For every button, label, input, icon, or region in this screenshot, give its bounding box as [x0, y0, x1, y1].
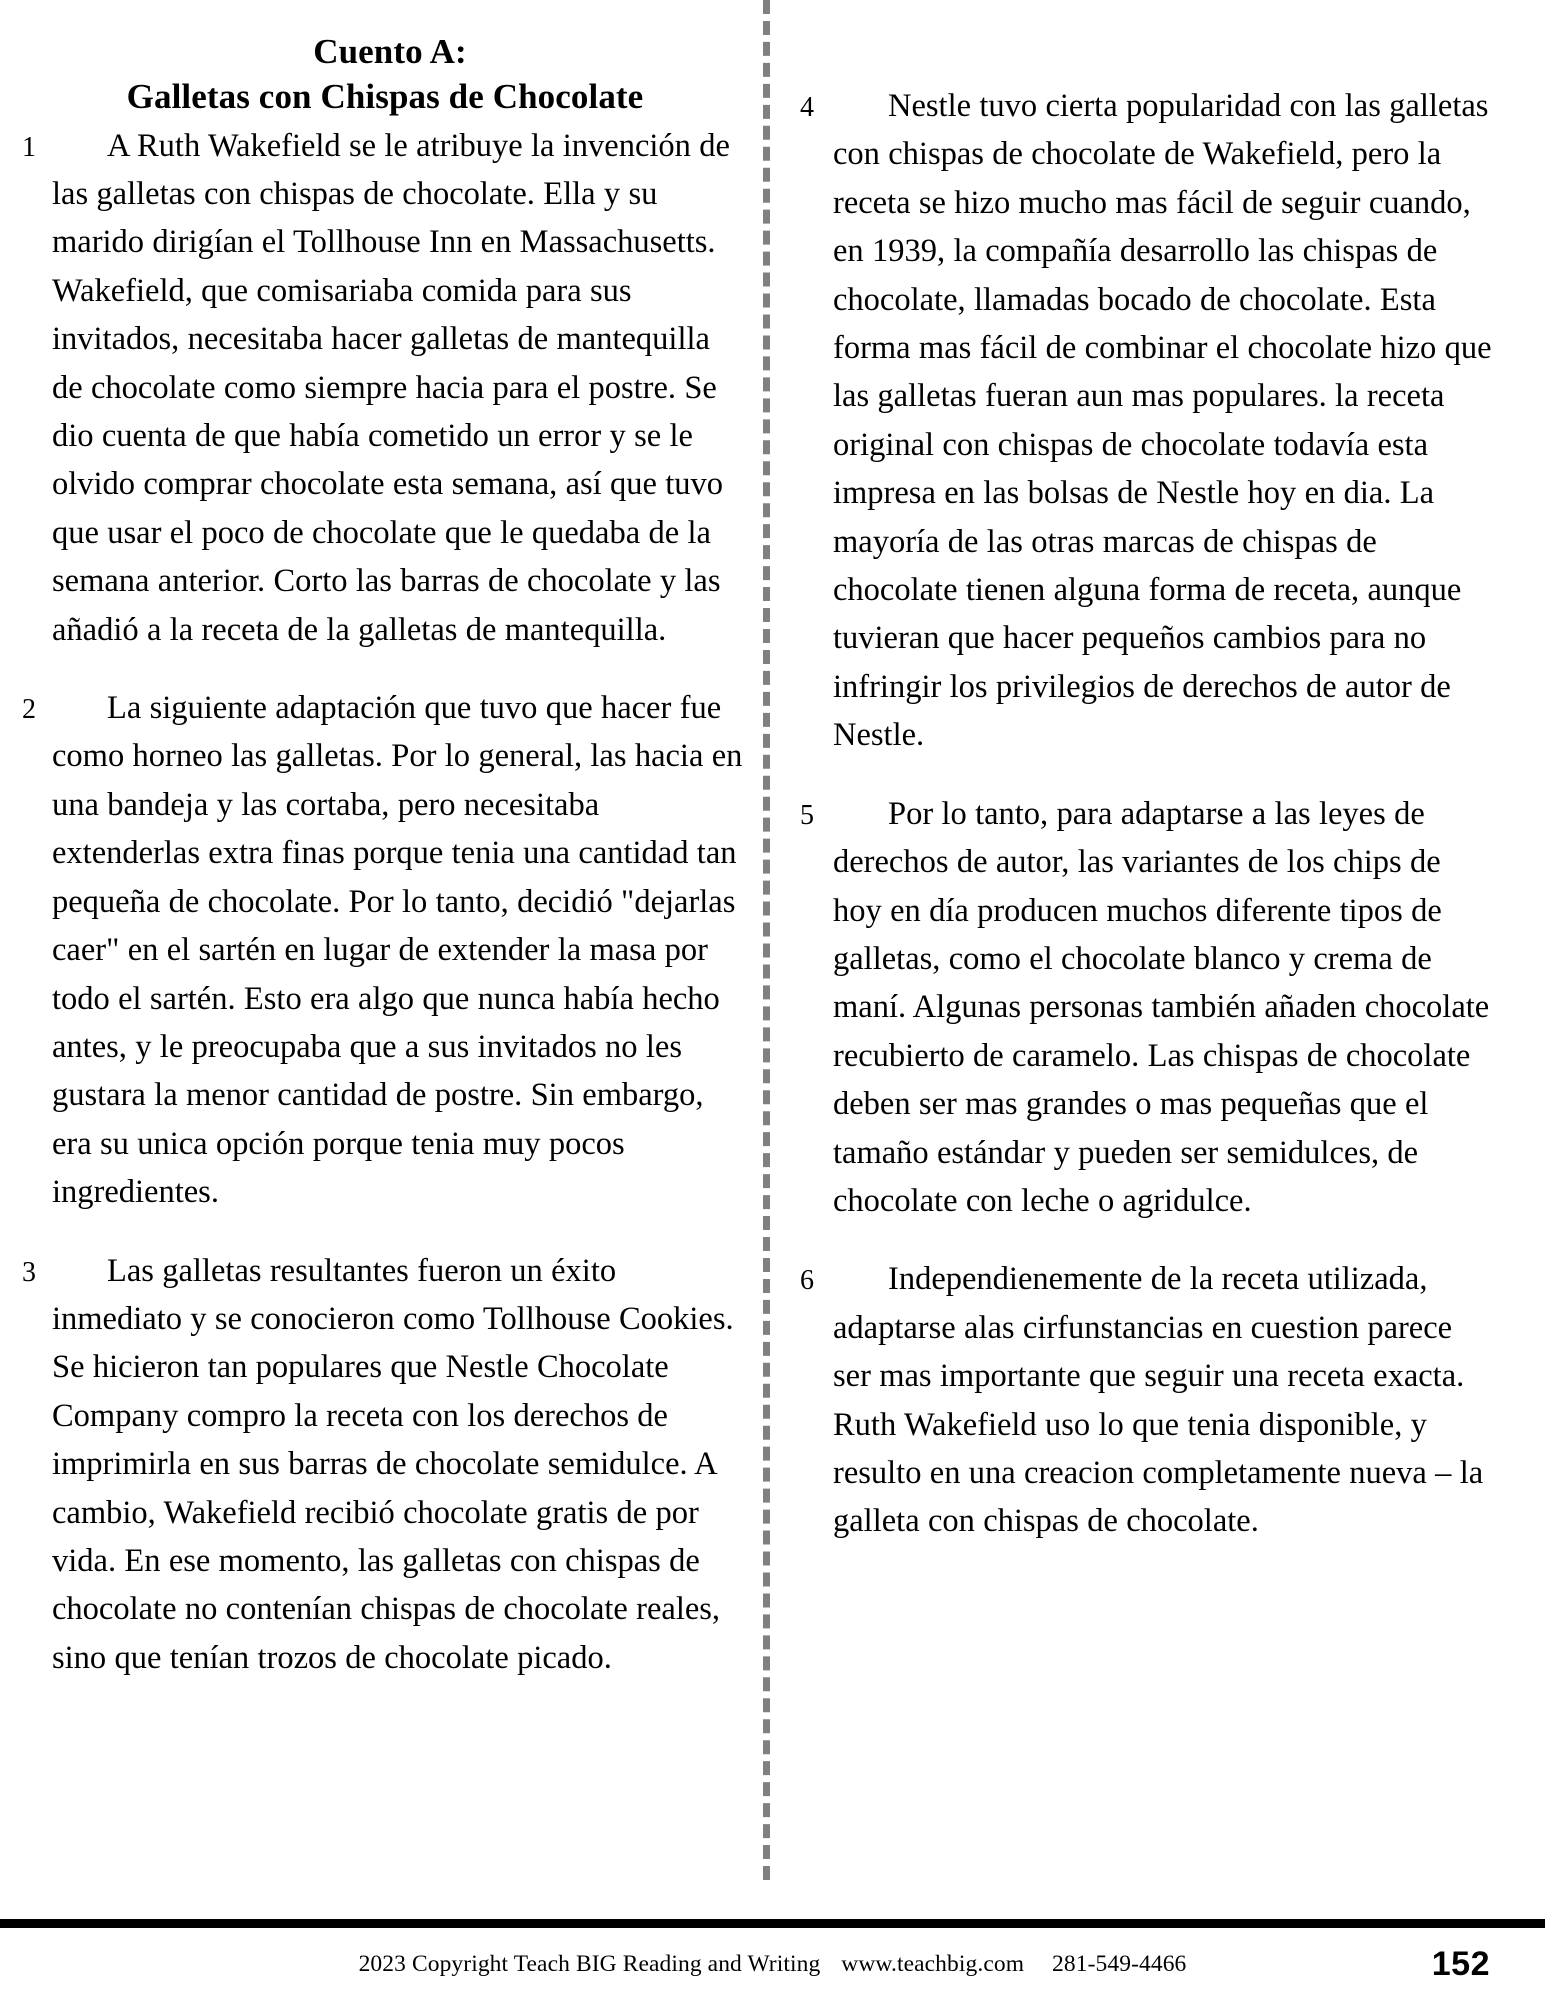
paragraph-text: A Ruth Wakefield se le atribuye la invención de las galletas con chispas de chocolate. Ella y su marido dirigían el Tollhouse Inn en Massachusetts. Wakefield, que comisariaba comida para sus invitados, necesitaba hacer galletas de mantequilla de chocolate como siempre hacia para el postre. Se dio cuenta de que había cometido un error y se le olvido comprar chocolate esta semana, así que tuvo que usar el poco de chocolate que le quedaba de la semana anterior. Corto las barras de chocolate y las añadió a la receta de la galletas de mantequilla. [52, 127, 730, 648]
title-line-2: Galletas con Chispas de Chocolate [126, 76, 644, 116]
paragraph-number: 5 [800, 799, 814, 831]
footer-credit-line [0, 1951, 1545, 1978]
footer-copyright: 2023 Copyright Teach BIG Reading and Writing [358, 1950, 821, 1977]
paragraph-text: Nestle tuvo cierta popularidad con las galletas con chispas de chocolate de Wakefield, pero la receta se hizo mucho mas fácil de seguir cuando, en 1939, la compañía desarrollo las chispas de chocolate, llamadas bocado de chocolate. Esta forma mas fácil de combinar el chocolate hizo que las galletas fueran aun mas populares. la receta original con chispas de chocolate todavía esta impresa en las bolsas de Nestle hoy en dia. La mayoría de las otras marcas de chispas de chocolate tienen alguna forma de receta, aunque tuvieran que hacer pequeños cambios para no infringir los privilegios de derechos de autor de Nestle. [833, 88, 1492, 754]
paragraph-number: 3 [22, 1256, 36, 1288]
paragraph-number: 6 [800, 1265, 814, 1297]
left-column [0, 0, 760, 1890]
page-number: 152 [1431, 1944, 1490, 1983]
right-column [760, 0, 1520, 1890]
paragraph-number: 2 [22, 694, 36, 726]
paragraph-2 [22, 684, 748, 1216]
paragraph-text: Independienemente de la receta utilizada, adaptarse alas cirfunstancias en cuestion parece ser mas importante que seguir una receta exacta. Ruth Wakefield uso lo que tenia disponible, y resulto en una creacion completamente nueva – la galleta con chispas de chocolate. [833, 1261, 1484, 1540]
paragraph-text: La siguiente adaptación que tuvo que hacer fue como horneo las galletas. Por lo general, las hacia en una bandeja y las cortaba, pero necesitaba extenderlas extra finas porque tenia una cantidad tan pequeña de chocolate. Por lo tanto, decidió "dejarlas caer" en el sartén en lugar de extender la masa por todo el sartén. Esto era algo que nunca había hecho antes, y le preocupaba que a sus invitados no les gustara la menor cantidad de postre. Sin embargo, era su unica opción porque tenia muy pocos ingredientes. [52, 690, 743, 1211]
paragraph-5 [800, 790, 1496, 1226]
paragraph-6 [800, 1255, 1496, 1545]
paragraph-4 [800, 82, 1496, 760]
paragraph-text: Por lo tanto, para adaptarse a las leyes de derechos de autor, las variantes de los chips de hoy en día producen muchos diferente tipos de galletas, como el chocolate blanco y crema de maní. Algunas personas también añaden chocolate recubierto de caramelo. Las chispas de chocolate deben ser mas grandes o mas pequeñas que el tamaño estándar y pueden ser semidulces, de chocolate con leche o agridulce. [833, 795, 1490, 1219]
footer-phone: 281-549-4466 [1052, 1950, 1187, 1977]
footer-website: www.teachbig.com [841, 1950, 1025, 1977]
paragraph-number: 4 [800, 92, 814, 123]
paragraph-number: 1 [22, 131, 36, 163]
column-divider-dashed-line [763, 0, 770, 1880]
paragraph-text: Las galletas resultantes fueron un éxito inmediato y se conocieron como Tollhouse Cookies. Se hicieron tan populares que Nestle Chocolate Company compro la receta con los derechos de imprimirla en sus barras de chocolate semidulce. A cambio, Wakefield recibió chocolate gratis de por vida. En ese momento, las galletas con chispas de chocolate no contenían chispas de chocolate reales, sino que tenían trozos de chocolate picado. [52, 1252, 734, 1676]
paragraph-3 [22, 1247, 748, 1683]
page-title [22, 30, 748, 120]
paragraph-1 [22, 122, 748, 654]
title-line-1: Cuento A: [313, 32, 467, 71]
footer-divider-rule [0, 1919, 1545, 1928]
page-footer [0, 1928, 1545, 2000]
